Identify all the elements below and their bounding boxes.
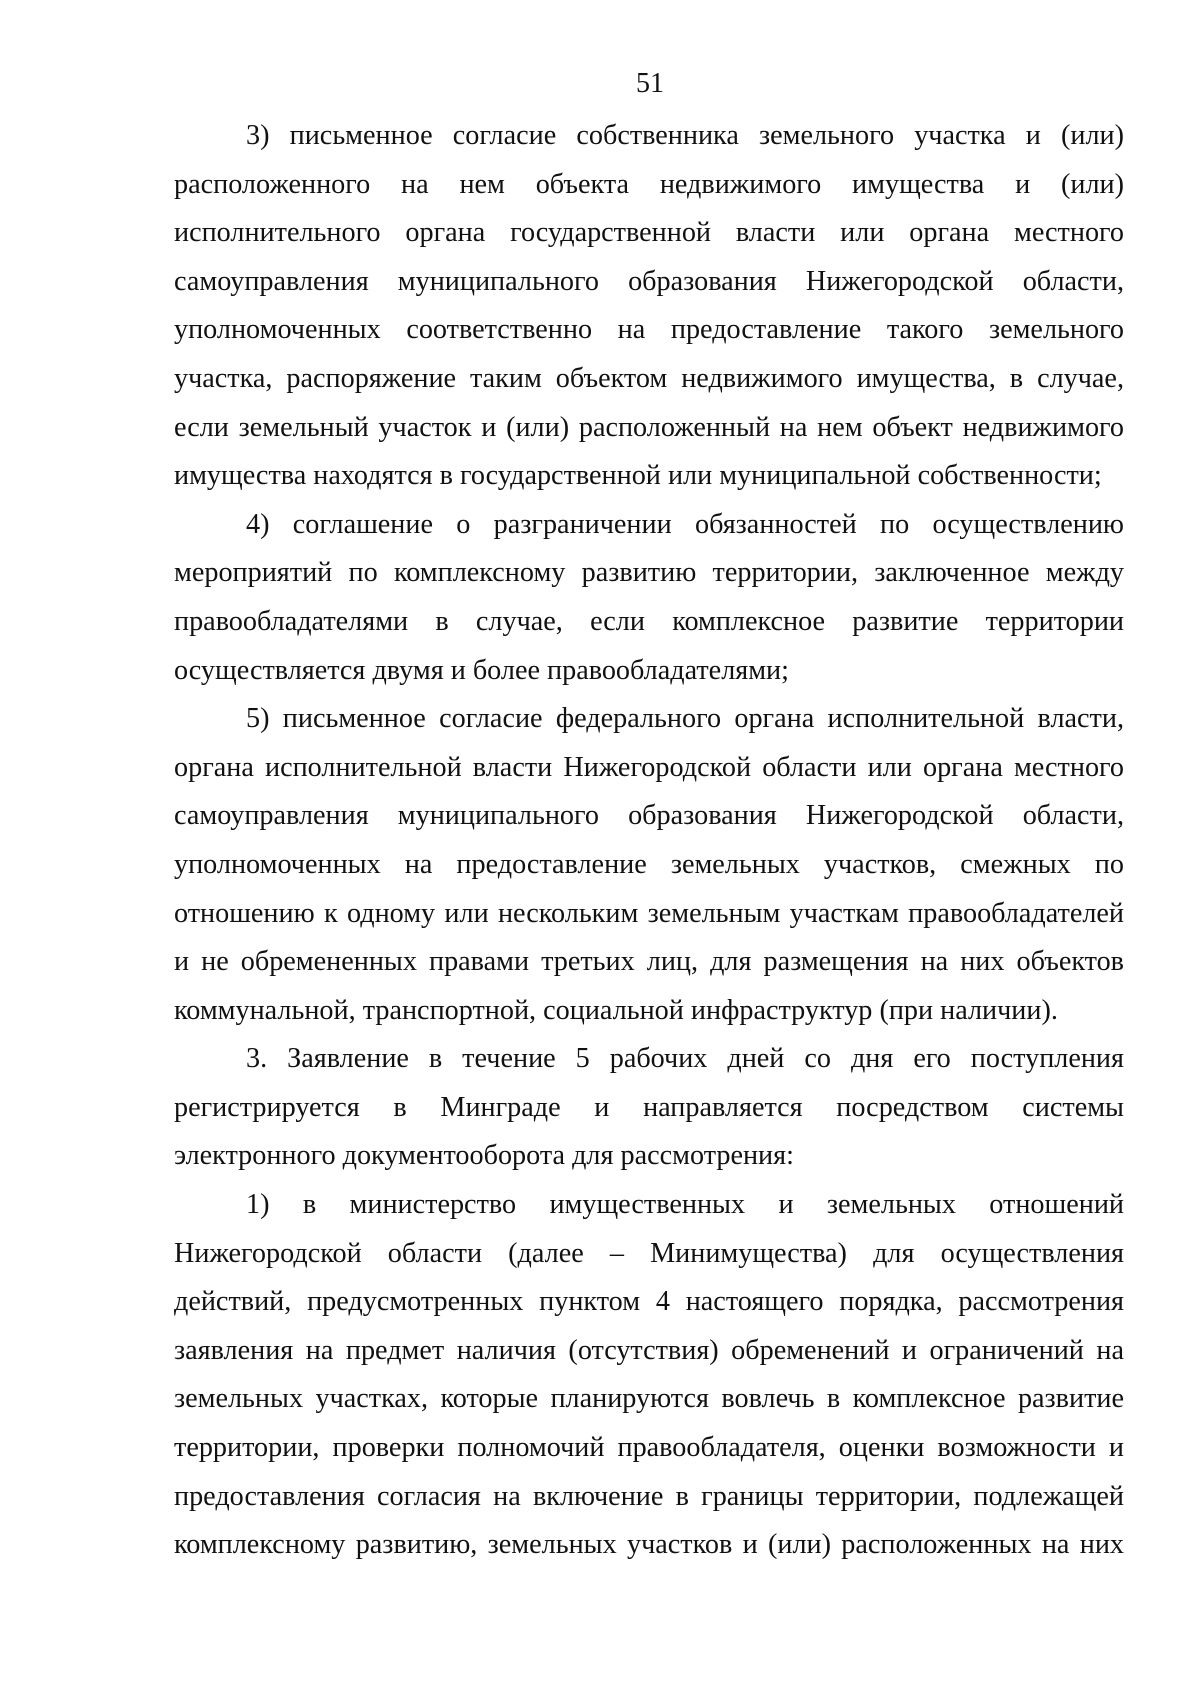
paragraph-item-5-federal-consent: 5) письменное согласие федерального органа исполнительной власти, органа исполнительной власти Нижегородской области или органа местного самоуправления муниципального образования Нижегородской области, уполномоченных на предоставление земельных участков, смежных по отношению к одному или нескольким земельным участкам правообладателей и не обремененных правами третьих лиц, для размещения на них объектов коммунальной, транспортной, социальной инфраструктур (при наличии). (174, 703, 1124, 1026)
paragraph-clause-3-registration: 3. Заявление в течение 5 рабочих дней со дня его поступления регистрируется в Минграде и направляется посредством системы электронного документооборота для рассмотрения: (174, 1043, 1124, 1172)
document-body (174, 112, 1124, 1570)
paragraph-item-3-owner-consent: 3) письменное согласие собственника земельного участка и (или) расположенного на нем объекта недвижимого имущества и (или) исполнительного органа государственной власти или органа местного самоуправления муниципального образования Нижегородской области, уполномоченных соответственно на предоставление такого земельного участка, распоряжение таким объектом недвижимого имущества, в случае, если земельный участок и (или) расположенный на нем объект недвижимого имущества находятся в государственной или муниципальной собственности; (174, 120, 1124, 492)
paragraph-item-1-ministry: 1) в министерство имущественных и земельных отношений Нижегородской области (далее – Минимущества) для осуществления действий, предусмотренных пунктом 4 настоящего порядка, рассмотрения заявления на предмет наличия (отсутствия) обременений и ограничений на земельных участках, которые планируются вовлечь в комплексное развитие территории, проверки полномочий правообладателя, оценки возможности и предоставления согласия на включение в границы территории, подлежащей комплексному развитию, земельных участков и (или) расположенных на них (174, 1189, 1124, 1561)
page-number: 51 (636, 68, 664, 99)
paragraph-item-4-agreement: 4) соглашение о разграничении обязанностей по осуществлению мероприятий по комплексному развитию территории, заключенное между правообладателями в случае, если комплексное развитие территории осуществляется двумя и более правообладателями; (174, 508, 1124, 686)
